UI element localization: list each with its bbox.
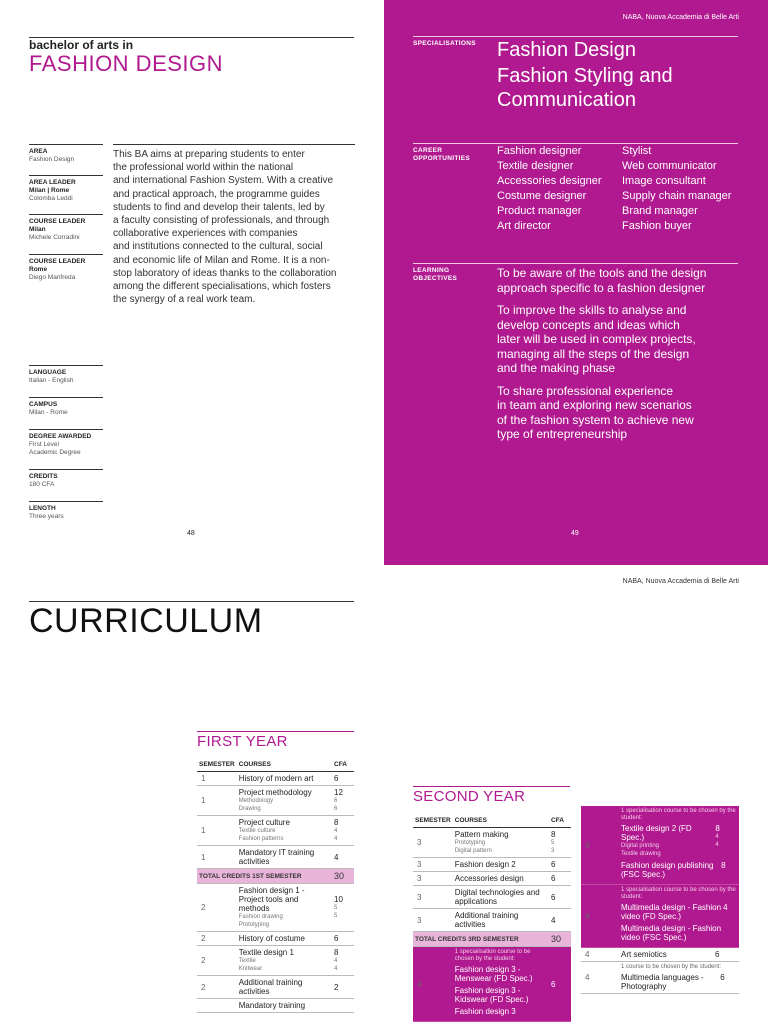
intro-line: and international Fashion System. With a creative: [113, 175, 334, 187]
sub-cfa: 4: [334, 828, 338, 834]
intro-line: students to find and develop their talents, led by: [113, 201, 325, 213]
meta-block: [29, 254, 103, 282]
meta-value: Three years: [29, 513, 64, 520]
spec-label: SPECIALISATIONS: [413, 40, 476, 47]
course-option-cfa: [724, 924, 737, 942]
cfa-cell: [332, 999, 354, 1013]
learning-rule: [413, 263, 738, 264]
cfa-value: 8: [551, 830, 556, 839]
first-year-table: [197, 758, 354, 1013]
first-year-title: FIRST YEAR: [197, 733, 288, 750]
table-row: [413, 947, 571, 1022]
cfa-cell: [549, 886, 571, 909]
intro-text: [113, 144, 355, 306]
cfa-cell: [332, 976, 354, 999]
course-option-body: [621, 924, 724, 942]
cfa-cell: 6: [549, 947, 571, 1022]
course-cell: [453, 886, 549, 909]
course-option: Fashion design 3: [454, 1007, 516, 1016]
table-row: [197, 884, 354, 932]
semester-cell: 2: [197, 976, 237, 999]
course-option-name: Textile design 2 (FD Spec.): [621, 824, 692, 842]
meta-block: [29, 397, 103, 417]
intro-line: This BA aims at preparing students to enter: [113, 149, 305, 160]
meta-block: [29, 144, 103, 164]
course-option-body: [621, 903, 723, 921]
cfa-cell: [332, 786, 354, 816]
career-item: Brand manager: [622, 205, 698, 217]
cfa-value: 4: [551, 915, 556, 925]
objective-paragraph: [497, 303, 742, 376]
sub-course: Prototyping: [454, 840, 486, 846]
sub-cfa: 6: [334, 798, 338, 804]
meta-label: COURSE LEADER: [29, 218, 86, 225]
semester-cell: 1: [197, 816, 237, 846]
objective-line: in team and exploring new scenarios: [497, 398, 692, 412]
cfa-cell: [332, 932, 354, 946]
sub-course: Digital printing: [621, 843, 660, 849]
intro-line: collaborative experiences with companies: [113, 228, 298, 240]
cfa-value: 6: [720, 973, 725, 982]
sub-course: Textile: [238, 958, 256, 964]
table-row: [197, 999, 354, 1013]
table-row: [197, 932, 354, 946]
objective-line: managing all the steps of the design: [497, 346, 690, 361]
specialisation-line: Fashion Styling and: [497, 65, 673, 87]
table-row: [581, 885, 739, 948]
cfa-value: 4: [334, 852, 339, 862]
cfa-value: 6: [551, 860, 556, 869]
semester-cell: 2: [197, 932, 237, 946]
meta-value: Colomba Leddi: [29, 195, 73, 202]
sub-cfa: 5: [551, 840, 555, 846]
semester-cell: [197, 999, 237, 1013]
semester-cell: 3: [413, 886, 453, 909]
sub-course: Textile culture: [238, 828, 276, 834]
career-item: Product manager: [497, 205, 582, 217]
curriculum-title: CURRICULUM: [29, 602, 263, 640]
second-year-table-left: [413, 814, 571, 1022]
objective-line: approach specific to a fashion designer: [497, 280, 706, 295]
objective-line: later will be used in complex projects,: [497, 332, 696, 346]
career-item: Costume designer: [497, 190, 587, 202]
sub-course: Knitwear: [238, 966, 263, 972]
total-label: TOTAL CREDITS 3RD SEMESTER: [413, 932, 549, 947]
course-cell: [237, 772, 332, 786]
specialisation-line: Communication: [497, 89, 636, 111]
semester-cell: 1: [197, 786, 237, 816]
semester-cell: 1: [197, 772, 237, 786]
table-row: [197, 976, 354, 999]
sub-cfa: 5: [334, 913, 338, 919]
course-name: Fashion design 1 - Project tools and methods: [238, 886, 305, 913]
meta-label-location: Milan | Rome: [29, 187, 70, 194]
career-col-1: [497, 144, 617, 234]
course-option: Fashion design 3 - Menswear (FD Spec.): [454, 965, 533, 983]
course-name: Art semiotics: [621, 950, 667, 959]
cfa-value: 4: [723, 903, 728, 912]
sub-course: Drawing: [238, 806, 261, 812]
meta-label: DEGREE AWARDED: [29, 433, 92, 440]
sub-course: Methodology: [238, 798, 274, 804]
col-cfa: CFA: [332, 758, 354, 772]
meta-label-location: Rome: [29, 266, 48, 273]
semester-cell: 2: [197, 884, 237, 932]
cfa-value: 6: [551, 874, 556, 883]
intro-line: the synergy of a real work team.: [113, 294, 256, 306]
meta-value: Italian - English: [29, 377, 74, 384]
course-option: Fashion design 3 - Kidswear (FD Spec.): [454, 986, 529, 1004]
semester-cell: 4: [581, 885, 619, 948]
cfa-cell: [332, 772, 354, 786]
page-48: [0, 0, 384, 565]
career-item: Fashion designer: [497, 145, 582, 157]
col-semester: SEMESTER: [197, 758, 237, 772]
meta-block: [29, 175, 103, 203]
career-item: Supply chain manager: [622, 190, 732, 202]
semester-cell: 3: [413, 909, 453, 932]
table-row: [581, 962, 739, 994]
cfa-value: 10: [334, 895, 343, 904]
semester-cell: 3: [413, 858, 453, 872]
sub-cfa: 4: [334, 958, 338, 964]
meta-value: Fashion Design: [29, 156, 75, 163]
sub-course: Prototyping: [238, 922, 270, 928]
cfa-cell: [332, 816, 354, 846]
table-row: [413, 909, 571, 932]
running-header: NABA, Nuova Accademia di Belle Arti: [622, 14, 739, 21]
objective-line: To be aware of the tools and the design: [497, 266, 707, 280]
cfa-cell: [549, 872, 571, 886]
col-courses: COURSES: [453, 814, 549, 828]
course-name: Textile design 1: [238, 948, 294, 957]
degree-prefix: bachelor of arts in: [29, 38, 134, 52]
course-name: History of modern art: [238, 774, 314, 783]
course-cell: [453, 872, 549, 886]
program-title: FASHION DESIGN: [29, 51, 224, 76]
semester-cell: 4: [581, 806, 619, 885]
cfa-cell: [332, 846, 354, 869]
course-cell: [237, 884, 332, 932]
cfa-value: 8: [721, 861, 726, 870]
course-cell: [237, 999, 332, 1013]
learning-objectives: [497, 266, 742, 450]
course-option-name: Fashion design publishing (FSC Spec.): [621, 861, 714, 879]
meta-label: LENGTH: [29, 505, 56, 512]
meta-label: AREA LEADER: [29, 179, 76, 186]
table-row: [413, 886, 571, 909]
cfa-value: 6: [334, 934, 339, 943]
objective-line: of the fashion system to achieve new: [497, 412, 694, 427]
course-option: [621, 924, 737, 942]
cfa-cell: [549, 858, 571, 872]
course-cell: [237, 976, 332, 999]
meta-value-extra: Academic Degree: [29, 449, 81, 456]
meta-value: First Level: [29, 441, 59, 448]
choose-note: 1 specialisation course to be chosen by the student:: [621, 887, 736, 900]
specialisation-line: Fashion Design: [497, 39, 636, 61]
meta-label: CAMPUS: [29, 401, 58, 408]
meta-label: CREDITS: [29, 473, 58, 480]
career-item: Image consultant: [622, 175, 706, 187]
semester-cell: 3: [413, 872, 453, 886]
page-49: [384, 0, 768, 565]
table-row: [581, 806, 739, 885]
course-name: Project methodology: [238, 788, 312, 797]
cfa-value: 8: [334, 818, 339, 827]
course-name: Multimedia languages - Photography: [621, 973, 704, 991]
second-year-table-right: [581, 806, 739, 994]
career-item: Textile designer: [497, 160, 574, 172]
semester-cell: 4: [581, 948, 619, 962]
cfa-cell: [332, 946, 354, 976]
course-option: [621, 950, 737, 959]
second-year-title: SECOND YEAR: [413, 788, 526, 805]
col-semester: SEMESTER: [413, 814, 453, 828]
course-option-cfa: [715, 824, 737, 858]
course-name: Mandatory training: [238, 1001, 306, 1010]
cfa-value: 12: [334, 788, 343, 797]
course-option-body: [621, 861, 721, 879]
career-item: Art director: [497, 220, 551, 232]
sub-course: Fashion drawing: [238, 914, 283, 920]
total-label: TOTAL CREDITS 1ST SEMESTER: [197, 869, 332, 884]
table-row: [197, 846, 354, 869]
total-cfa: 30: [332, 869, 354, 884]
semester-cell: 3: [413, 828, 453, 858]
choose-note: 1 specialisation course to be chosen by the student:: [454, 949, 531, 962]
meta-value: Diego Manfreda: [29, 274, 76, 281]
course-name: History of costume: [238, 934, 306, 943]
intro-line: stop laboratory of ideas thanks to the collaboration: [113, 267, 337, 279]
table-row: [413, 828, 571, 858]
meta-block: [29, 469, 103, 489]
intro-line: a faculty consisting of professionals, and through: [113, 215, 330, 227]
sub-cfa: 4: [334, 836, 338, 842]
course-cell: [237, 816, 332, 846]
course-name: Additional training activities: [454, 911, 519, 929]
cfa-value: 6: [715, 950, 720, 959]
spec-rule: [413, 36, 738, 37]
total-cfa: 30: [549, 932, 571, 947]
cfa-value: 8: [334, 948, 339, 957]
course-options-cell: [619, 806, 739, 885]
career-item: Fashion buyer: [622, 220, 692, 232]
course-options-cell: [453, 947, 549, 1022]
meta-block: [29, 429, 103, 457]
meta-value: 180 CFA: [29, 481, 55, 488]
page-51: [384, 565, 768, 1024]
cfa-cell: [332, 884, 354, 932]
course-name: Project culture: [238, 818, 290, 827]
sub-cfa: 5: [334, 905, 338, 911]
course-cell: [237, 846, 332, 869]
cfa-cell: [549, 828, 571, 858]
table-row: [197, 772, 354, 786]
semester-cell: 4: [581, 962, 619, 994]
table-row: [413, 872, 571, 886]
course-name: Fashion design 2: [454, 860, 516, 869]
sub-cfa: 3: [551, 848, 555, 854]
table-row: [413, 932, 571, 947]
career-item: Accessories designer: [497, 175, 602, 187]
choose-note: 1 specialisation course to be chosen by the student:: [621, 808, 736, 821]
course-option: [621, 973, 737, 991]
specialisations-list: [497, 38, 737, 112]
objective-paragraph: [497, 384, 742, 442]
objective-line: type of entrepreneurship: [497, 427, 628, 441]
intro-line: the professional world within the national: [113, 162, 294, 174]
table-row: [197, 946, 354, 976]
objective-line: To improve the skills to analyse and: [497, 303, 687, 317]
learning-label: LEARNING OBJECTIVES: [413, 267, 458, 282]
cfa-cell: [549, 909, 571, 932]
course-option: [621, 861, 737, 879]
objective-line: and the making phase: [497, 361, 616, 375]
meta-label: COURSE LEADER: [29, 258, 86, 265]
cfa-value: 2: [334, 982, 339, 992]
table-row: [197, 816, 354, 846]
page-number: 48: [187, 530, 195, 537]
meta-block: [29, 365, 103, 385]
career-item: Stylist: [622, 145, 652, 157]
sub-cfa: 4: [715, 834, 719, 840]
sub-cfa: 4: [715, 842, 719, 848]
career-item: Web communicator: [622, 160, 717, 172]
course-option-name: Multimedia design - Fashion video (FD Spec.): [621, 903, 722, 921]
meta-value: Michele Corradini: [29, 234, 80, 241]
intro-line: among the different specialisations, which fosters: [113, 281, 331, 293]
cfa-value: 8: [715, 824, 720, 833]
sub-cfa: 6: [334, 806, 338, 812]
course-cell: [453, 828, 549, 858]
objective-line: To share professional experience: [497, 383, 674, 398]
course-options-cell: [619, 962, 739, 994]
course-option: [621, 824, 737, 858]
meta-block: [29, 501, 103, 521]
course-option-cfa: [723, 903, 737, 921]
course-options-cell: [619, 948, 739, 962]
objective-paragraph: [497, 266, 742, 295]
course-options-cell: [619, 885, 739, 948]
cfa-value: 6: [551, 892, 556, 902]
intro-line: and institutions connected to the cultural, social: [113, 241, 323, 253]
sub-course: Digital pattern: [454, 848, 492, 854]
sub-course: Fashion patterns: [238, 836, 284, 842]
course-cell: [453, 858, 549, 872]
meta-value: Milan - Rome: [29, 409, 68, 416]
course-option: [621, 903, 737, 921]
course-name: Additional training activities: [238, 978, 303, 996]
meta-label: LANGUAGE: [29, 369, 67, 376]
choose-note: 1 course to be chosen by the student:: [621, 964, 722, 970]
course-cell: [237, 932, 332, 946]
table-row: [197, 786, 354, 816]
table-row: [197, 869, 354, 884]
course-option-body: [621, 824, 715, 858]
course-name: Mandatory IT training activities: [238, 848, 315, 866]
career-label: CAREER OPPORTUNITIES: [413, 147, 470, 162]
course-cell: [237, 946, 332, 976]
col-cfa: CFA: [549, 814, 571, 828]
course-name: Digital technologies and applications: [454, 888, 540, 906]
course-cell: [453, 909, 549, 932]
objective-line: develop concepts and ideas which: [497, 317, 680, 332]
col-courses: COURSES: [237, 758, 332, 772]
semester-cell: 1: [197, 846, 237, 869]
meta-label: AREA: [29, 148, 48, 155]
cfa-value: 6: [334, 774, 339, 783]
course-cell: [237, 786, 332, 816]
table-row: [581, 948, 739, 962]
sub-course: Textile drawing: [621, 851, 661, 857]
first-year-rule: [197, 731, 354, 732]
second-year-rule: [413, 786, 570, 787]
meta-label-location: Milan: [29, 226, 46, 233]
semester-cell: 4: [413, 947, 453, 1022]
course-option-name: Multimedia design - Fashion video (FSC Spec.): [621, 924, 722, 942]
running-header: NABA, Nuova Accademia di Belle Arti: [622, 578, 739, 585]
course-name: Accessories design: [454, 874, 524, 883]
course-option-cfa: [721, 861, 737, 879]
intro-line: and economic life of Milan and Rome. It is a non-: [113, 254, 330, 266]
table-row: [413, 858, 571, 872]
intro-line: and practical approach, the programme guides: [113, 188, 320, 200]
sub-cfa: 4: [334, 966, 338, 972]
page-50: [0, 565, 384, 1024]
page-number: 49: [571, 530, 579, 537]
meta-block: [29, 214, 103, 242]
career-col-2: [622, 144, 742, 234]
semester-cell: 2: [197, 946, 237, 976]
course-name: Pattern making: [454, 830, 509, 839]
